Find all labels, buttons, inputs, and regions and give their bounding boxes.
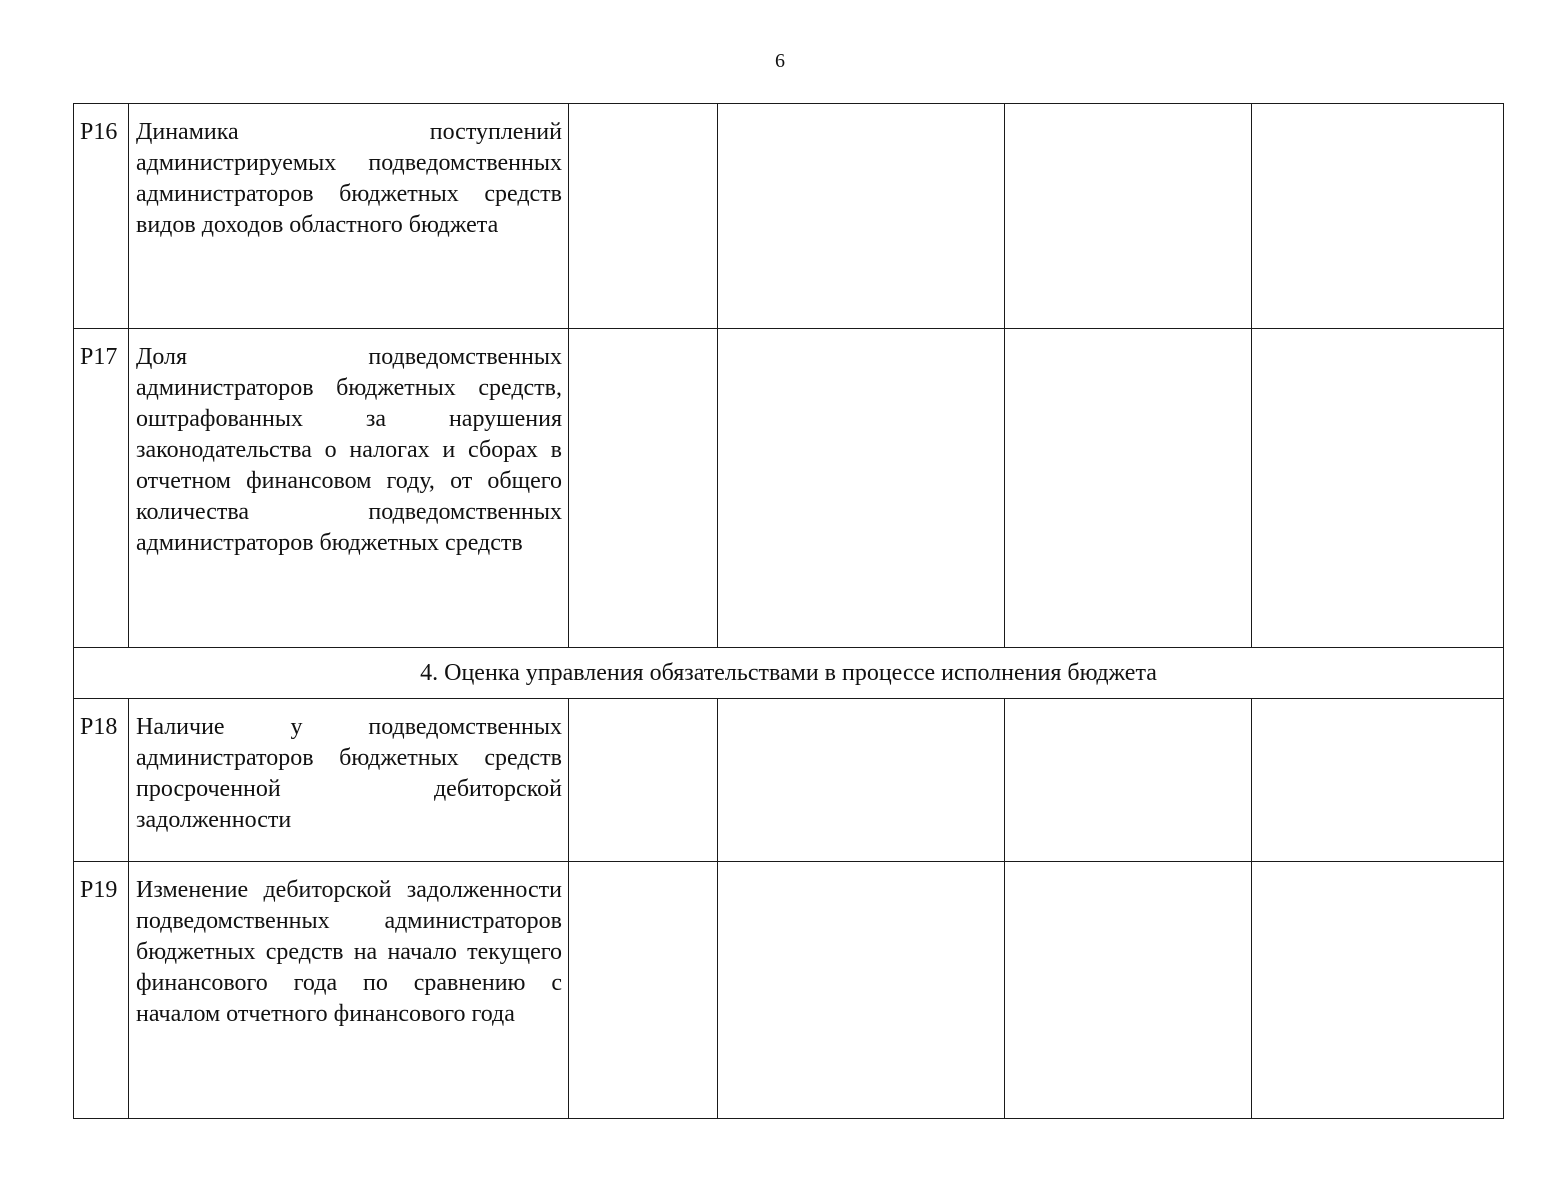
row-description-cell: Изменение дебиторской задолженности подведомственных администраторов бюджетных средств на начало текущего финансового года по сравнению с началом отчетного финансового года (129, 862, 569, 1119)
indicator-table (73, 103, 1504, 1119)
empty-cell (1005, 862, 1252, 1119)
empty-cell (1252, 329, 1504, 648)
empty-cell (1252, 699, 1504, 862)
empty-cell (718, 329, 1005, 648)
empty-cell (718, 104, 1005, 329)
row-description-cell: Динамика поступлений администрируемых подведомственных администраторов бюджетных средств видов доходов областного бюджета (129, 104, 569, 329)
empty-cell (1005, 699, 1252, 862)
table-row (74, 862, 1504, 1119)
row-description-cell: Наличие у подведомственных администраторов бюджетных средств просроченной дебиторской задолженности (129, 699, 569, 862)
empty-cell (1005, 329, 1252, 648)
row-description-cell: Доля подведомственных администраторов бюджетных средств, оштрафованных за нарушения законодательства о налогах и сборах в отчетном финансовом году, от общего количества подведомственных администраторов бюджетных средств (129, 329, 569, 648)
empty-cell (718, 699, 1005, 862)
row-code-cell: Р19 (74, 862, 129, 1119)
empty-cell (569, 104, 718, 329)
row-code-cell: Р18 (74, 699, 129, 862)
empty-cell (718, 862, 1005, 1119)
page-number: 6 (775, 50, 785, 72)
empty-cell (569, 699, 718, 862)
row-code-cell: Р17 (74, 329, 129, 648)
empty-cell (569, 862, 718, 1119)
empty-cell (1252, 862, 1504, 1119)
section-heading: 4. Оценка управления обязательствами в процессе исполнения бюджета (74, 648, 1504, 699)
empty-cell (569, 329, 718, 648)
table-row (74, 699, 1504, 862)
row-code-cell: Р16 (74, 104, 129, 329)
table-row (74, 104, 1504, 329)
empty-cell (1252, 104, 1504, 329)
section-row (74, 648, 1504, 699)
table-row (74, 329, 1504, 648)
empty-cell (1005, 104, 1252, 329)
